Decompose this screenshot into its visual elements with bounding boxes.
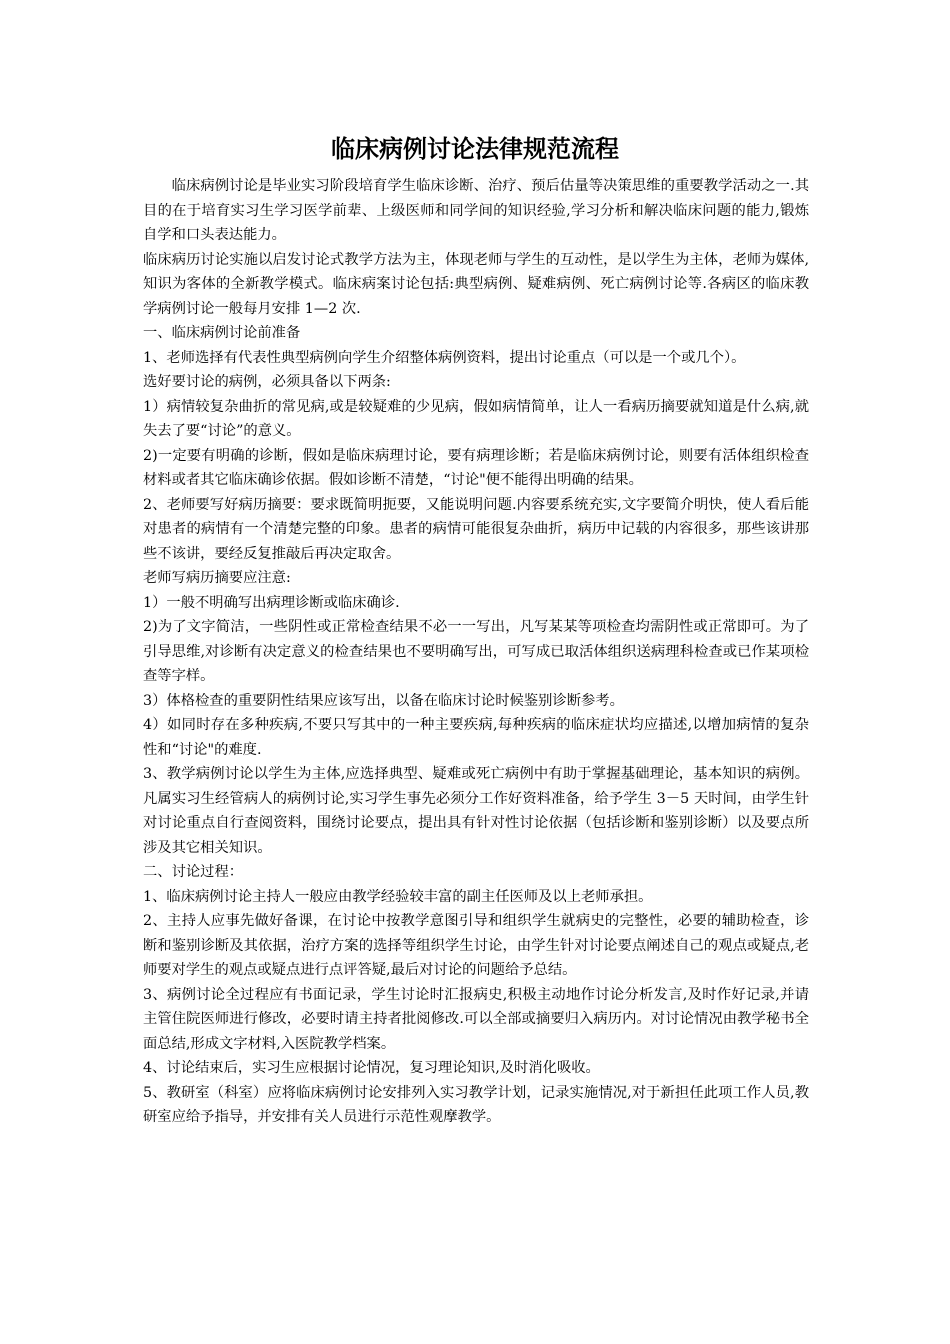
paragraph: 2)为了文字简洁，一些阴性或正常检查结果不必一一写出，凡写某某等项检查均需阴性或正常即可。为了引导思维,对诊断有决定意义的检查结果也不要明确写出，可写成已取活体组织送病理科检查或已作某项检查等字样。	[143, 619, 809, 684]
document-title: 临床病例讨论法律规范流程	[331, 135, 619, 163]
paragraph: 选好要讨论的病例，必须具备以下两条:	[143, 374, 391, 390]
section-heading-preparation: 一、临床病例讨论前准备	[143, 325, 301, 341]
paragraph: 2、主持人应事先做好备课，在讨论中按教学意图引导和组织学生就病史的完整性，必要的辅助检查，诊断和鉴别诊断及其依据，治疗方案的选择等组织学生讨论，由学生针对讨论要点阐述自己的观点或疑点,老师要对学生的观点或疑点进行点评答疑,最后对讨论的问题给予总结。	[143, 913, 809, 978]
paragraph-intro: 临床病例讨论是毕业实习阶段培育学生临床诊断、治疗、预后估量等决策思维的重要教学活动之一.其目的在于培育实习生学习医学前辈、上级医师和同学间的知识经验,学习分析和解决临床问题的能力,锻炼自学和口头表达能力。	[143, 178, 809, 243]
paragraph: 1）一般不明确写出病理诊断或临床确诊.	[143, 594, 400, 611]
paragraph: 3、病例讨论全过程应有书面记录，学生讨论时汇报病史,积极主动地作讨论分析发言,及时作好记录,并请主管住院医师进行修改，必要时请主持者批阅修改.可以全部或摘要归入病历内。对讨论情况由教学秘书全面总结,形成文字材料,入医院教学档案。	[143, 986, 809, 1052]
section-heading-process: 二、讨论过程：	[143, 864, 244, 880]
paragraph: 1、临床病例讨论主持人一般应由教学经验较丰富的副主任医师及以上老师承担。	[143, 888, 653, 905]
paragraph: 4）如同时存在多种疾病,不要只写其中的一种主要疾病,每种疾病的临床症状均应描述,以增加病情的复杂性和“讨论"的难度.	[143, 717, 809, 758]
paragraph: 老师写病历摘要应注意:	[143, 570, 291, 586]
paragraph: 临床病历讨论实施以启发讨论式教学方法为主，体现老师与学生的互动性，是以学生为主体，老师为媒体,知识为客体的全新教学模式。临床病案讨论包括:典型病例、疑难病例、死亡病例讨论等.各病区的临床教学病例讨论一般每月安排 1—2 次.	[143, 251, 809, 317]
paragraph: 3、教学病例讨论以学生为主体,应选择典型、疑难或死亡病例中有助于掌握基础理论，基本知识的病例。凡属实习生经管病人的病例讨论,实习学生事先必须分工作好资料准备，给予学生 3－5 天时间，由学生针对讨论重点自行查阅资料，围绕讨论要点，提出具有针对性讨论依据（包括诊断和鉴别诊断）以及要点所涉及其它相关知识。	[143, 766, 809, 856]
paragraph: 3）体格检查的重要阴性结果应该写出，以备在临床讨论时候鉴别诊断参考。	[143, 692, 624, 709]
paragraph: 4、讨论结束后，实习生应根据讨论情况，复习理论知识,及时消化吸收。	[143, 1060, 600, 1076]
paragraph: 1）病情较复杂曲折的常见病,或是较疑难的少见病，假如病情简单，让人一看病历摘要就知道是什么病,就失去了要“讨论”的意义。	[143, 398, 809, 439]
document-body	[143, 174, 809, 1130]
paragraph: 2)一定要有明确的诊断，假如是临床病理讨论，要有病理诊断；若是临床病例讨论，则要有活体组织检查材料或者其它临床确诊依据。假如诊断不清楚，“讨论"便不能得出明确的结果。	[143, 447, 809, 488]
paragraph: 1、老师选择有代表性典型病例向学生介绍整体病例资料，提出讨论重点（可以是一个或几个）。	[143, 349, 746, 366]
paragraph: 2、老师要写好病历摘要：要求既简明扼要，又能说明问题.内容要系统充实,文字要简介明快，使人看后能对患者的病情有一个清楚完整的印象。患者的病情可能很复杂曲折，病历中记载的内容很多，那些该讲那些不该讲，要经反复推敲后再决定取舍。	[143, 496, 809, 562]
paragraph: 5、教研室（科室）应将临床病例讨论安排列入实习教学计划，记录实施情况,对于新担任此项工作人员,教研室应给予指导，并安排有关人员进行示范性观摩教学。	[143, 1084, 809, 1125]
